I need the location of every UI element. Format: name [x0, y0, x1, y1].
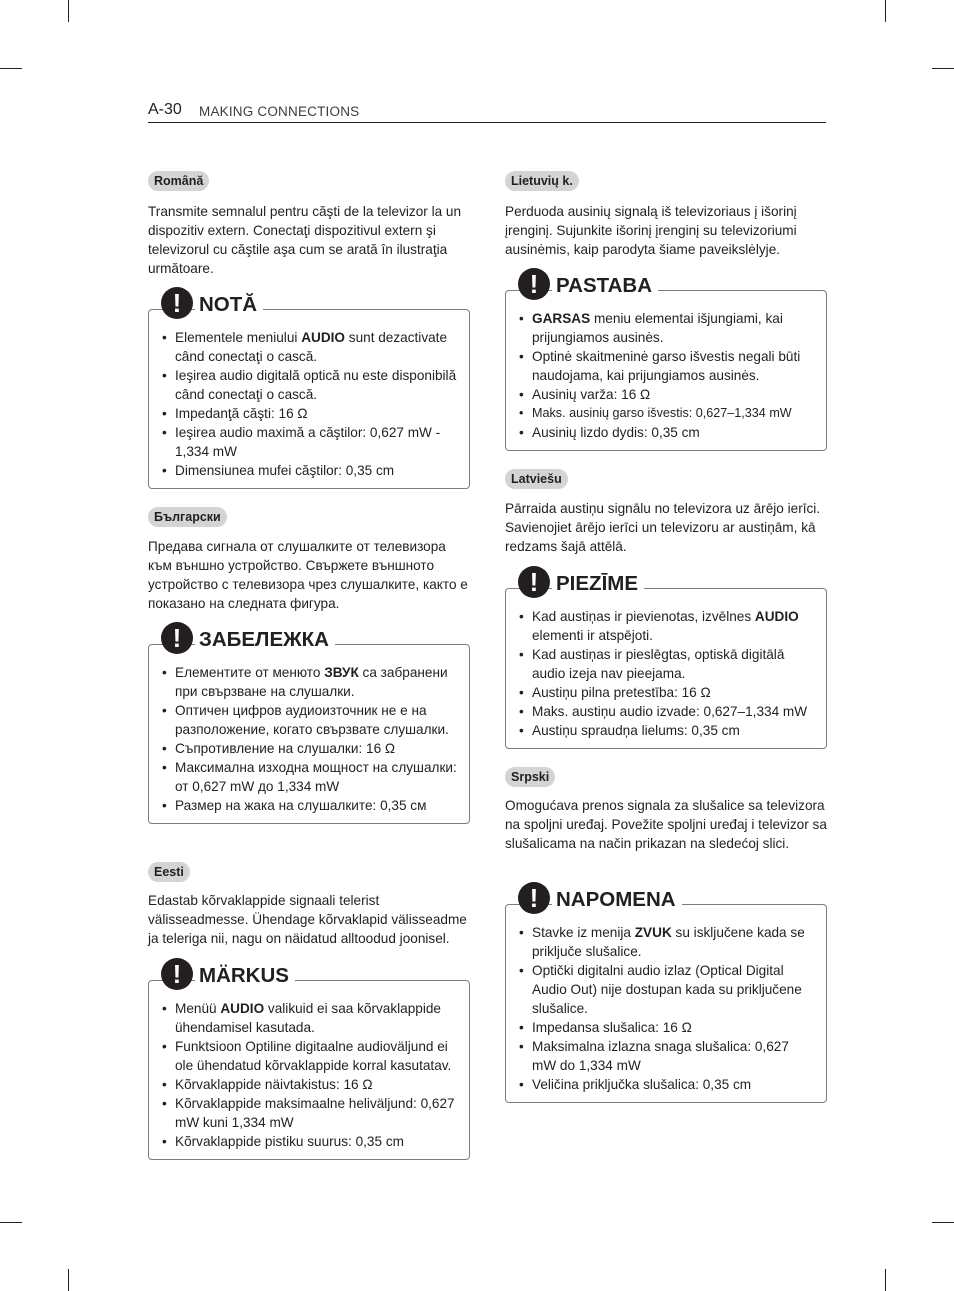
- note-title: PASTABA: [552, 274, 658, 298]
- note-item: • Kõrvaklappide näivtakistus: 16 Ω: [160, 1075, 459, 1094]
- note-item: • Optinė skaitmeninė garso išvestis negali būti naudojama, kai prijungiamos ausinės.: [517, 347, 816, 385]
- note-box: [148, 288, 470, 489]
- note-item: • Оптичен цифров аудиоизточник не е на разположение, когато свързвате слушалки.: [160, 701, 459, 739]
- note-item: • Ieşirea audio digitală optică nu este disponibilă când conectaţi o cască.: [160, 366, 459, 404]
- crop-mark: [885, 1269, 886, 1291]
- crop-mark: [932, 1222, 954, 1223]
- note-item: • Veličina priključka slušalica: 0,35 cm: [517, 1075, 816, 1094]
- crop-mark: [68, 1269, 69, 1291]
- intro-paragraph: Предава сигнала от слушалките от телевизора към външно устройство. Свържете външното устройство с телевизора чрез слушалките, както е показано на следната фигура.: [148, 539, 468, 611]
- crop-mark: [0, 1222, 22, 1223]
- note-item: • Austiņu spraudņa lielums: 0,35 cm: [517, 721, 816, 740]
- intro-paragraph: Pārraida austiņu signālu no televizora uz ārējo ierīci. Savienojiet ārējo ierīci un televizoru ar austiņām, kā redzams šajā attēlā.: [505, 501, 821, 554]
- note-box: [505, 567, 827, 749]
- note-item: • GARSAS meniu elementai išjungiami, kai prijungiamos ausinės.: [517, 309, 816, 347]
- note-item: • Funktsioon Optiline digitaalne audioväljund ei ole ühendatud kõrvaklappide korral kasutatav.: [160, 1037, 459, 1075]
- note-box: [148, 959, 470, 1160]
- language-label: Eesti: [148, 862, 190, 882]
- note-item: • Maks. ausinių garso išvestis: 0,627–1,334 mW: [517, 404, 816, 423]
- crop-mark: [0, 68, 22, 69]
- exclamation-icon: !: [518, 882, 550, 914]
- language-label: Latviešu: [505, 469, 568, 489]
- note-item: • Optički digitalni audio izlaz (Optical Digital Audio Out) nije dostupan kada su priključene slušalice.: [517, 961, 816, 1018]
- exclamation-icon: !: [518, 268, 550, 300]
- note-item: • Menüü AUDIO valikuid ei saa kõrvaklappide ühendamisel kasutada.: [160, 999, 459, 1037]
- language-label: Srpski: [505, 767, 555, 787]
- note-item: • Stavke iz menija ZVUK su isključene kada se priključe slušalice.: [517, 923, 816, 961]
- note-item: • Ausinių lizdo dydis: 0,35 cm: [517, 423, 816, 442]
- note-item: • Размер на жака на слушалките: 0,35 см: [160, 796, 459, 815]
- note-title: PIEZĪME: [552, 572, 644, 596]
- note-item: • Dimensiunea mufei căştilor: 0,35 cm: [160, 461, 459, 480]
- exclamation-icon: !: [518, 566, 550, 598]
- exclamation-icon: !: [161, 958, 193, 990]
- note-item: • Maksimalna izlazna snaga slušalica: 0,627 mW do 1,334 mW: [517, 1037, 816, 1075]
- language-label: Română: [148, 171, 209, 191]
- note-item: • Elementele meniului AUDIO sunt dezactivate când conectaţi o cască.: [160, 328, 459, 366]
- note-title: ЗАБЕЛЕЖКА: [195, 628, 335, 652]
- note-box: [505, 269, 827, 451]
- note-item: • Ieşirea audio maximă a căştilor: 0,627 mW - 1,334 mW: [160, 423, 459, 461]
- language-label: Български: [148, 507, 227, 527]
- note-item: • Kad austiņas ir pieslēgtas, optiskā digitālā audio izeja nav pieejama.: [517, 645, 816, 683]
- exclamation-icon: !: [161, 287, 193, 319]
- note-item: • Ausinių varža: 16 Ω: [517, 385, 816, 404]
- exclamation-icon: !: [161, 622, 193, 654]
- language-label: Lietuvių k.: [505, 171, 579, 191]
- crop-mark: [932, 68, 954, 69]
- intro-paragraph: Omogućava prenos signala za slušalice sa televizora na spoljni uređaj. Povežite spoljni uređaj i televizor sa slušalicama na način prikazan na sledećoj slici.: [505, 798, 827, 851]
- note-box: [148, 623, 470, 824]
- page-number: A-30: [148, 101, 182, 118]
- note-item: • Maks. austiņu audio izvade: 0,627–1,334 mW: [517, 702, 816, 721]
- note-box: [505, 883, 827, 1103]
- note-item: • Kõrvaklappide maksimaalne heliväljund: 0,627 mW kuni 1,334 mW: [160, 1094, 459, 1132]
- note-title: NAPOMENA: [552, 888, 682, 912]
- note-item: • Impedansa slušalica: 16 Ω: [517, 1018, 816, 1037]
- intro-paragraph: Perduoda ausinių signalą iš televizoriaus į išorinį įrenginį. Sujunkite išorinį įrenginį su televizoriumi ausinėmis, kaip parodyta šiame paveikslėlyje.: [505, 204, 797, 257]
- note-item: • Kõrvaklappide pistiku suurus: 0,35 cm: [160, 1132, 459, 1151]
- crop-mark: [68, 0, 69, 22]
- note-item: • Impedanţă căşti: 16 Ω: [160, 404, 459, 423]
- note-title: MÄRKUS: [195, 964, 295, 988]
- intro-paragraph: Edastab kõrvaklappide signaali telerist välisseadmesse. Ühendage kõrvaklapid välisseadme ja teleriga nii, nagu on näidatud alltoodud joonisel.: [148, 893, 467, 946]
- note-item: • Kad austiņas ir pievienotas, izvēlnes AUDIO elementi ir atspējoti.: [517, 607, 816, 645]
- section-title: MAKING CONNECTIONS: [199, 104, 360, 119]
- intro-paragraph: Transmite semnalul pentru căşti de la televizor la un dispozitiv extern. Conectaţi dispozitivul extern şi televizorul cu căştile aşa cum se arată în ilustraţia următoare.: [148, 204, 462, 276]
- note-item: • Максимална изходна мощност на слушалки: от 0,627 mW до 1,334 mW: [160, 758, 459, 796]
- note-item: • Austiņu pilna pretestība: 16 Ω: [517, 683, 816, 702]
- crop-mark: [885, 0, 886, 22]
- note-item: • Елементите от менюто ЗВУК са забранени при свързване на слушалки.: [160, 663, 459, 701]
- note-item: • Съпротивление на слушалки: 16 Ω: [160, 739, 459, 758]
- page-header: [148, 100, 826, 123]
- note-title: NOTĂ: [195, 293, 263, 317]
